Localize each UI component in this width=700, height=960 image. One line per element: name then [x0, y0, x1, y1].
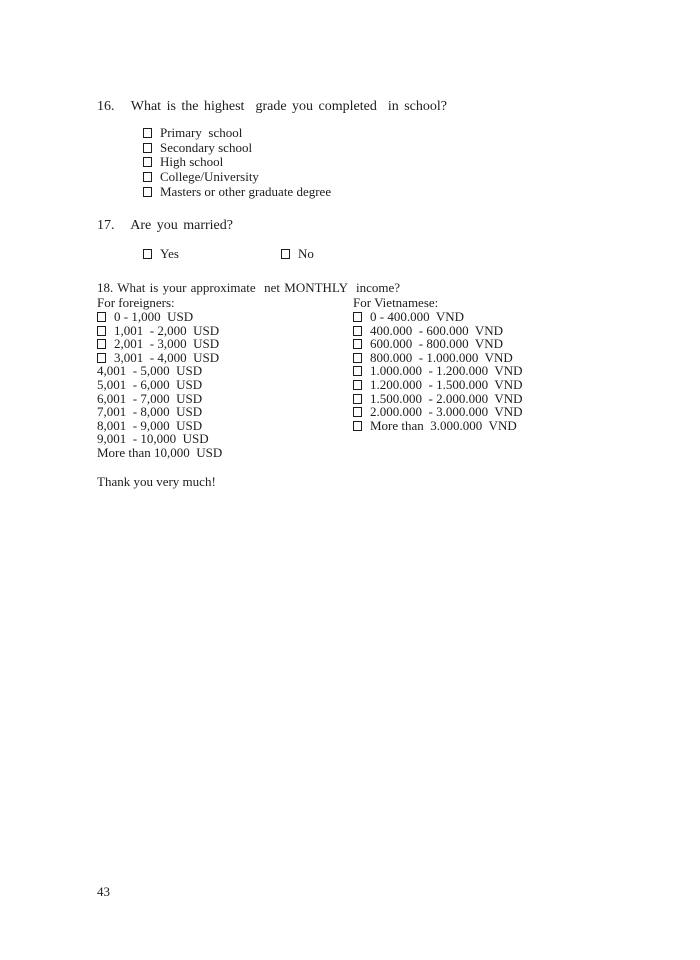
closing-text: Thank you very much! [97, 474, 216, 490]
option-label: No [298, 245, 314, 261]
option-label: 7,001 - 8,000 USD [97, 404, 203, 420]
option-label: 8,001 - 9,000 USD [97, 417, 203, 433]
checkbox-icon [353, 421, 362, 431]
option-label: 2,001 - 3,000 USD [114, 336, 220, 352]
checkbox-icon [353, 394, 362, 404]
vietnamese-column [353, 296, 650, 460]
option-label: 5,001 - 6,000 USD [97, 376, 203, 392]
option-label: Secondary school [160, 139, 253, 155]
option-label: 400.000 - 600.000 VND [370, 322, 504, 338]
page-number: 43 [97, 884, 110, 899]
option-label: 800.000 - 1.000.000 VND [370, 349, 513, 365]
foreigners-header: For foreigners: [97, 294, 175, 310]
option-label: 2.000.000 - 3.000.000 VND [370, 404, 523, 420]
option-label: 6,001 - 7,000 USD [97, 390, 203, 406]
option-label: 600.000 - 800.000 VND [370, 336, 504, 352]
checkbox-icon [143, 157, 152, 167]
checkbox-icon [143, 187, 152, 197]
question-16-title: 16. What is the highest grade you completed in school? [97, 99, 448, 114]
option-row-high-school [143, 155, 650, 170]
checkbox-icon [143, 128, 152, 138]
usd-option-row [97, 446, 353, 460]
checkbox-icon [353, 366, 362, 376]
option-label: 1.200.000 - 1.500.000 VND [370, 376, 523, 392]
option-label: More than 10,000 USD [97, 444, 223, 460]
option-label: More than 3.000.000 VND [370, 417, 517, 433]
question-17-options [143, 247, 650, 261]
question-16 [97, 99, 650, 199]
vnd-option-row [353, 419, 650, 433]
foreigners-column [97, 296, 353, 460]
checkbox-icon [353, 380, 362, 390]
checkbox-icon [353, 339, 362, 349]
option-row-college-university [143, 170, 650, 185]
checkbox-icon [143, 143, 152, 153]
option-row-yes [143, 247, 281, 261]
option-label: 1.500.000 - 2.000.000 VND [370, 390, 523, 406]
option-label: 3,001 - 4,000 USD [114, 349, 220, 365]
option-label: 1,001 - 2,000 USD [114, 322, 220, 338]
checkbox-icon [97, 312, 106, 322]
question-18-title: 18. What is your approximate net MONTHLY income? [97, 279, 401, 295]
option-row-primary-school [143, 126, 650, 141]
checkbox-icon [143, 249, 152, 259]
option-row-masters-degree [143, 184, 650, 199]
option-label: 4,001 - 5,000 USD [97, 363, 203, 379]
option-label: 0 - 400.000 VND [370, 309, 465, 325]
checkbox-icon [353, 326, 362, 336]
question-16-options [143, 126, 650, 199]
question-17-title: 17. Are you married? [97, 217, 233, 233]
option-label: College/University [160, 169, 259, 185]
checkbox-icon [97, 339, 106, 349]
vietnamese-header: For Vietnamese: [353, 294, 439, 310]
option-row-secondary-school [143, 141, 650, 156]
question-17 [97, 218, 650, 261]
question-18 [97, 280, 650, 460]
option-label: Primary school [160, 125, 243, 141]
option-label: 0 - 1,000 USD [114, 309, 194, 325]
checkbox-icon [97, 353, 106, 363]
option-label: 1.000.000 - 1.200.000 VND [370, 363, 523, 379]
option-label: Masters or other graduate degree [160, 183, 332, 199]
income-columns [97, 296, 650, 460]
option-label: Yes [160, 245, 179, 261]
option-label: High school [160, 154, 224, 170]
checkbox-icon [353, 312, 362, 322]
checkbox-icon [143, 172, 152, 182]
checkbox-icon [97, 326, 106, 336]
page-content [97, 99, 650, 489]
option-label: 9,001 - 10,000 USD [97, 431, 209, 447]
checkbox-icon [353, 353, 362, 363]
checkbox-icon [281, 249, 290, 259]
checkbox-icon [353, 407, 362, 417]
option-row-no [281, 247, 314, 261]
